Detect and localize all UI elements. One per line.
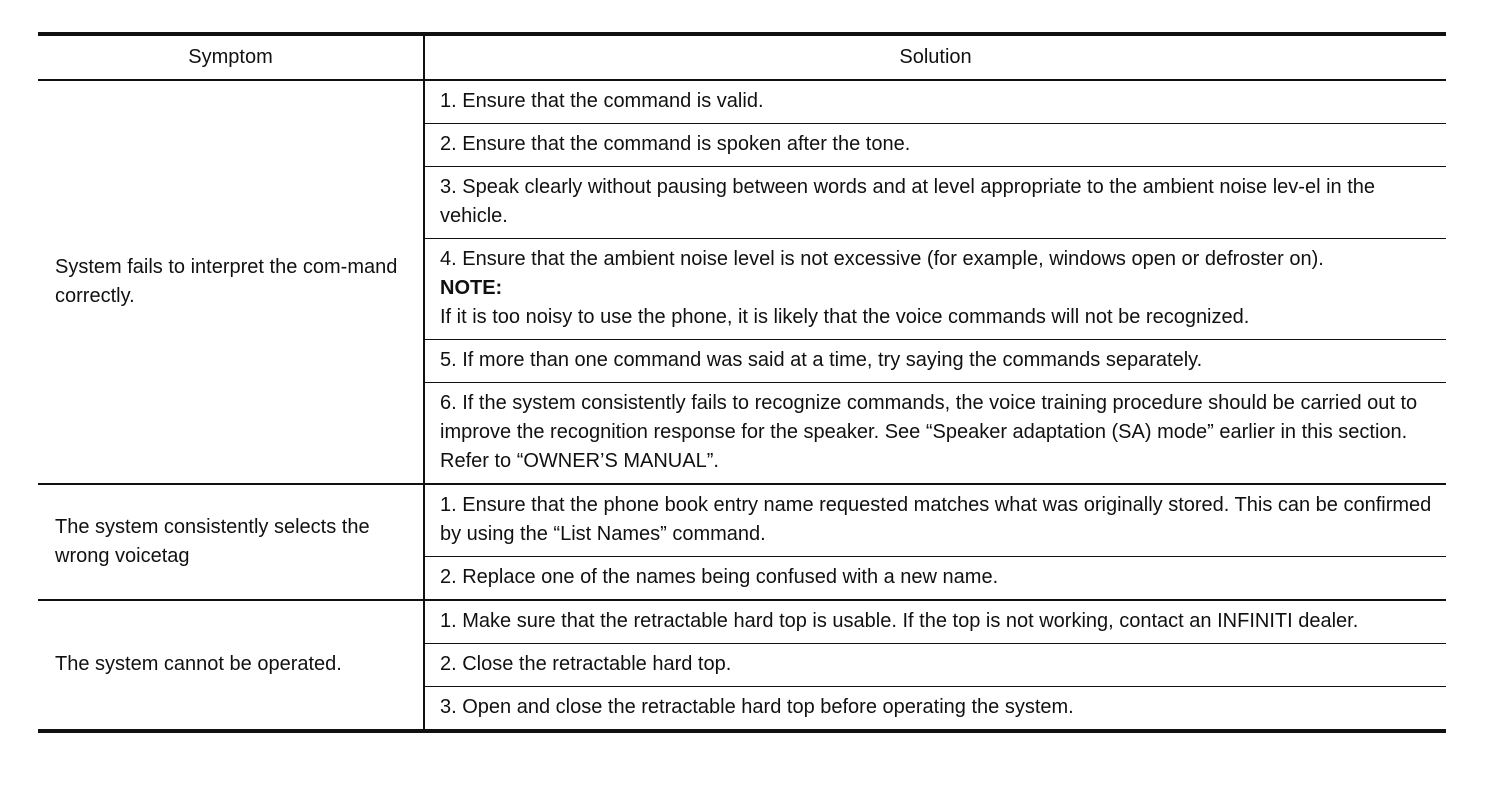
table-row xyxy=(38,600,1446,644)
solution-cell: 2. Replace one of the names being confused with a new name. xyxy=(424,557,1446,601)
solution-cell: 5. If more than one command was said at a time, try saying the commands separately. xyxy=(424,340,1446,383)
table-row xyxy=(38,484,1446,557)
solution-cell: 3. Open and close the retractable hard top before operating the system. xyxy=(424,687,1446,732)
table-row xyxy=(38,80,1446,124)
solution-cell: 1. Ensure that the command is valid. xyxy=(424,80,1446,124)
solution-cell: 3. Speak clearly without pausing between words and at level appropriate to the ambient noise lev-el in the vehicle. xyxy=(424,167,1446,239)
symptom-cell: System fails to interpret the com-mand correctly. xyxy=(38,80,424,484)
solution-cell: 1. Make sure that the retractable hard top is usable. If the top is not working, contact an INFINITI dealer. xyxy=(424,600,1446,644)
solution-text: 4. Ensure that the ambient noise level is not excessive (for example, windows open or defroster on). xyxy=(440,248,1324,270)
note-label: NOTE: xyxy=(440,277,503,299)
solution-cell: 6. If the system consistently fails to recognize commands, the voice training procedure should be carried out to improve the recognition response for the speaker. See “Speaker adaptation (SA) mode” earlier in this section. Refer to “OWNER’S MANUAL”. xyxy=(424,383,1446,485)
symptom-column-header: Symptom xyxy=(38,34,424,80)
solution-cell xyxy=(424,239,1446,340)
symptom-cell: The system consistently selects the wrong voicetag xyxy=(38,484,424,600)
solution-cell: 2. Ensure that the command is spoken after the tone. xyxy=(424,124,1446,167)
troubleshooting-table-container xyxy=(38,32,1446,733)
symptom-cell: The system cannot be operated. xyxy=(38,600,424,731)
troubleshooting-table xyxy=(38,32,1446,733)
header-row xyxy=(38,34,1446,80)
solution-cell: 1. Ensure that the phone book entry name requested matches what was originally stored. This can be confirmed by using the “List Names” command. xyxy=(424,484,1446,557)
solution-column-header: Solution xyxy=(424,34,1446,80)
solution-cell: 2. Close the retractable hard top. xyxy=(424,644,1446,687)
note-text: If it is too noisy to use the phone, it is likely that the voice commands will not be recognized. xyxy=(440,306,1250,328)
